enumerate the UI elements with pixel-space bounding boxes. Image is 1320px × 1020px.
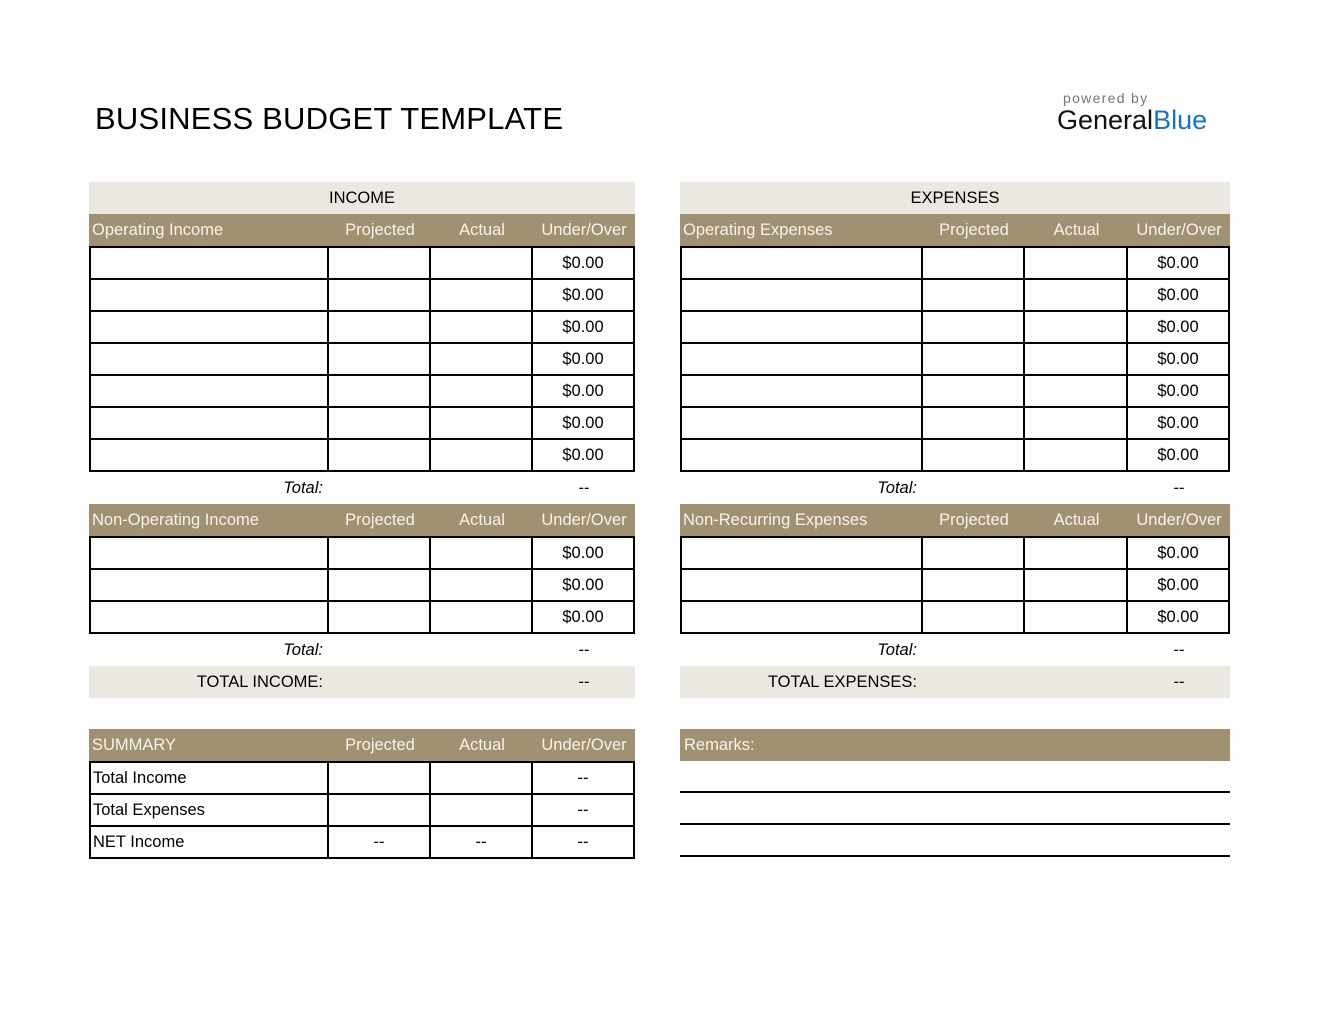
name-cell[interactable] [91,376,329,406]
summary-table [89,761,635,859]
operating-income-total: Total: -- [283,479,590,497]
projected-cell[interactable] [329,570,431,600]
page-title: BUSINESS BUDGET TEMPLATE [95,101,564,136]
actual-cell[interactable] [431,795,533,825]
remarks-line-1[interactable] [680,761,1230,793]
under-over-cell: $0.00 [562,608,604,626]
name-cell[interactable] [91,440,329,470]
under-over-cell: $0.00 [1157,318,1199,336]
under-over-cell: $0.00 [1157,254,1199,272]
operating-income-header: Operating Income Projected Actual Under/Over [89,214,635,246]
brand-name: GeneralBlue [1057,105,1208,135]
income-panel [89,182,635,698]
name-cell[interactable] [682,440,923,470]
operating-expenses-total: Total: -- [877,479,1185,497]
total-income-row: TOTAL INCOME: -- [89,666,635,698]
projected-cell[interactable] [329,376,431,406]
total-expenses-row: TOTAL EXPENSES: -- [680,666,1230,698]
under-over-cell: $0.00 [1157,350,1199,368]
under-over-cell: $0.00 [1157,608,1199,626]
table-row [682,248,1228,280]
name-cell[interactable] [682,248,923,278]
projected-cell[interactable] [923,408,1025,438]
actual-cell[interactable]: -- [431,827,533,857]
under-over-cell: $0.00 [1157,544,1199,562]
projected-cell[interactable] [329,312,431,342]
actual-cell[interactable] [1025,538,1128,568]
income-section-title: INCOME [89,182,635,214]
non-recurring-expenses-table [680,536,1230,634]
table-row [682,440,1228,472]
actual-cell[interactable] [431,312,533,342]
expenses-section-title: EXPENSES [680,182,1230,214]
table-row [91,280,633,312]
actual-cell[interactable] [431,344,533,374]
non-operating-income-header: Non-Operating Income Projected Actual Under/Over [89,504,635,536]
actual-cell[interactable] [1025,376,1128,406]
name-cell[interactable] [91,248,329,278]
under-over-cell: $0.00 [1157,414,1199,432]
actual-cell[interactable] [431,570,533,600]
table-row [91,602,633,634]
projected-cell[interactable] [329,344,431,374]
summary-header: SUMMARY Projected Actual Under/Over [89,729,635,761]
name-cell[interactable] [682,344,923,374]
operating-expenses-table [680,246,1230,472]
projected-cell[interactable] [923,280,1025,310]
brand-logo [1057,90,1222,136]
name-cell[interactable] [91,344,329,374]
under-over-cell: $0.00 [562,576,604,594]
table-row [682,408,1228,440]
operating-income-table [89,246,635,472]
under-over-cell: -- [577,769,589,787]
under-over-cell: $0.00 [562,254,604,272]
projected-cell[interactable] [329,602,431,632]
actual-cell[interactable] [1025,440,1128,470]
under-over-cell: -- [577,801,589,819]
table-row [682,280,1228,312]
under-over-cell: $0.00 [1157,576,1199,594]
table-row [682,344,1228,376]
name-cell[interactable] [91,570,329,600]
actual-cell[interactable] [431,280,533,310]
name-cell[interactable]: NET Income [91,827,329,857]
projected-cell[interactable]: -- [329,827,431,857]
name-cell[interactable]: Total Income [91,763,329,793]
actual-cell[interactable] [431,408,533,438]
name-cell[interactable] [682,312,923,342]
projected-cell[interactable] [923,376,1025,406]
actual-cell[interactable] [1025,602,1128,632]
actual-cell[interactable] [431,440,533,470]
name-cell[interactable] [682,602,923,632]
name-cell[interactable] [91,280,329,310]
table-row [91,312,633,344]
projected-cell[interactable] [923,248,1025,278]
actual-cell[interactable] [1025,280,1128,310]
under-over-cell: $0.00 [562,446,604,464]
name-cell[interactable] [682,408,923,438]
non-operating-income-total: Total: -- [283,641,590,659]
under-over-cell: -- [577,833,589,851]
actual-cell[interactable] [1025,570,1128,600]
name-cell[interactable] [91,602,329,632]
table-row [91,795,633,827]
table-row [91,440,633,472]
operating-expenses-header: Operating Expenses Projected Actual Under/Over [680,214,1230,246]
name-cell[interactable] [682,280,923,310]
table-row [91,827,633,859]
projected-cell[interactable] [923,440,1025,470]
table-row [91,248,633,280]
actual-cell[interactable] [431,538,533,568]
under-over-cell: $0.00 [562,382,604,400]
under-over-cell: $0.00 [562,318,604,336]
under-over-cell: $0.00 [1157,446,1199,464]
under-over-cell: $0.00 [1157,286,1199,304]
table-row [91,763,633,795]
name-cell[interactable] [91,312,329,342]
projected-cell[interactable] [329,538,431,568]
name-cell[interactable] [682,570,923,600]
remarks-label: Remarks: [680,729,1230,761]
name-cell[interactable] [91,408,329,438]
actual-cell[interactable] [1025,248,1128,278]
table-row [682,602,1228,634]
projected-cell[interactable] [923,344,1025,374]
table-row [91,376,633,408]
table-row [682,376,1228,408]
name-cell[interactable] [91,538,329,568]
remarks-panel [680,729,1230,857]
projected-cell[interactable] [329,248,431,278]
name-cell[interactable]: Total Expenses [91,795,329,825]
table-row [682,312,1228,344]
actual-cell[interactable] [1025,312,1128,342]
table-row [91,344,633,376]
under-over-cell: $0.00 [562,544,604,562]
expenses-panel [680,182,1230,698]
under-over-cell: $0.00 [562,286,604,304]
projected-cell[interactable] [329,763,431,793]
projected-cell[interactable] [329,280,431,310]
non-recurring-expenses-total: Total: -- [877,641,1185,659]
projected-cell[interactable] [329,408,431,438]
summary-panel [89,729,635,859]
projected-cell[interactable] [329,795,431,825]
non-recurring-expenses-header: Non-Recurring Expenses Projected Actual Under/Over [680,504,1230,536]
powered-by-text: powered by [1063,90,1149,106]
actual-cell[interactable] [1025,344,1128,374]
under-over-cell: $0.00 [562,414,604,432]
under-over-cell: $0.00 [1157,382,1199,400]
actual-cell[interactable] [431,376,533,406]
under-over-cell: $0.00 [562,350,604,368]
name-cell[interactable] [682,376,923,406]
table-row [682,538,1228,570]
projected-cell[interactable] [923,602,1025,632]
actual-cell[interactable] [431,763,533,793]
actual-cell[interactable] [1025,408,1128,438]
table-row [91,538,633,570]
table-row [91,408,633,440]
table-row [91,570,633,602]
projected-cell[interactable] [923,538,1025,568]
non-operating-income-table [89,536,635,634]
actual-cell[interactable] [431,602,533,632]
projected-cell[interactable] [923,312,1025,342]
name-cell[interactable] [682,538,923,568]
actual-cell[interactable] [431,248,533,278]
projected-cell[interactable] [923,570,1025,600]
remarks-line-2[interactable] [680,793,1230,825]
remarks-line-3[interactable] [680,825,1230,857]
projected-cell[interactable] [329,440,431,470]
table-row [682,570,1228,602]
